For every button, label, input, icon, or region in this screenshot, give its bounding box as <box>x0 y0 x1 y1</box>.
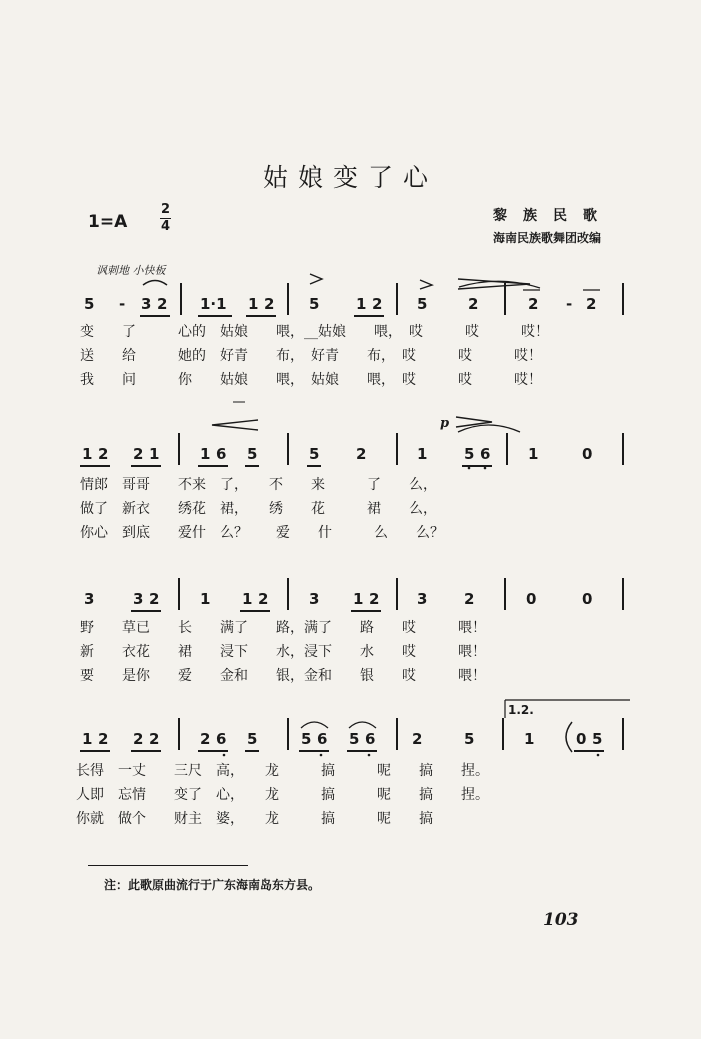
footnote: 注：此歌原曲流行于广东海南岛东方县。 <box>104 878 321 892</box>
lyric-line: 送 给 她的 好青 布， 好青 布， 哎 哎 哎！ <box>80 348 542 364</box>
note: 2 <box>412 730 423 748</box>
note: 1 <box>200 445 211 463</box>
lyric-line: 要 是你 爱 金和 银，金和 银 哎 喂！ <box>80 668 486 684</box>
note: 2 <box>369 590 380 608</box>
note: 6 <box>216 730 227 748</box>
note: 5 <box>309 445 320 463</box>
lyric-line: 你就 做个 财主 婆， 龙 搞 呢 搞 <box>76 811 433 827</box>
tempo-marking: 讽刺地 小快板 <box>96 264 166 277</box>
lyric-line: 你心 到底 爱什 么？ 爱 什 么 么？ <box>80 525 444 541</box>
note: 2 <box>149 730 160 748</box>
lyric-line: 情郎 哥哥 不来 了， 不 来 了 么， <box>80 477 437 493</box>
note: 2 <box>157 295 168 313</box>
lyric-line: 变 了 心的 姑娘 喂，__姑娘 喂， 哎 哎 哎！ <box>80 324 549 340</box>
meter-top: 2 <box>160 202 171 217</box>
note: 1 <box>200 590 211 608</box>
note: 6 <box>365 730 376 748</box>
meter-bottom: 4 <box>160 219 171 234</box>
note: 1·1 <box>200 295 227 313</box>
note: 1 <box>248 295 259 313</box>
lyric-line: 野 草已 长 满了 路，满了 路 哎 喂！ <box>80 620 486 636</box>
note: 0 <box>582 590 593 608</box>
note: 2 <box>528 295 539 313</box>
note: 6 <box>480 445 491 463</box>
note: 6 <box>317 730 328 748</box>
note: 2 <box>356 445 367 463</box>
credit-arranger: 海南民族歌舞团改编 <box>493 231 602 245</box>
note: 2 <box>98 445 109 463</box>
note: 2 <box>468 295 479 313</box>
volta-bracket-label: 1.2. <box>508 703 534 717</box>
note: 5 <box>417 295 428 313</box>
note: 1 <box>82 730 93 748</box>
note: 1 <box>353 590 364 608</box>
note: 0 <box>582 445 593 463</box>
credit-origin: 黎族民歌 <box>493 208 613 224</box>
note: 3 <box>84 590 95 608</box>
note: 5 <box>464 730 475 748</box>
note: 2 <box>372 295 383 313</box>
lyric-line: 新 衣花 裙 浸下 水，浸下 水 哎 喂！ <box>80 644 486 660</box>
note: 5 <box>247 445 258 463</box>
note: 3 <box>309 590 320 608</box>
note: 0 <box>576 730 587 748</box>
dynamic-marking: p <box>440 416 450 431</box>
lyric-line: 长得 一丈 三尺 高， 龙 搞 呢 搞 捏。 <box>76 763 489 779</box>
note: 2 <box>149 590 160 608</box>
lyric-line: 我 问 你 姑娘 喂， 姑娘 喂， 哎 哎 哎！ <box>80 372 542 388</box>
note: 2 <box>133 730 144 748</box>
note: 1 <box>417 445 428 463</box>
note: - <box>119 295 126 313</box>
note: 6 <box>216 445 227 463</box>
song-title: 姑娘变了心 <box>262 163 438 192</box>
note: 5 <box>309 295 320 313</box>
footnote-divider <box>88 865 248 866</box>
note: 2 <box>98 730 109 748</box>
note: 1 <box>149 445 160 463</box>
note: 1 <box>242 590 253 608</box>
note: 2 <box>264 295 275 313</box>
key-signature: 1=A <box>88 212 128 232</box>
note: 2 <box>258 590 269 608</box>
note: 0 <box>526 590 537 608</box>
note: 5 <box>247 730 258 748</box>
note: 2 <box>464 590 475 608</box>
note: - <box>566 295 573 313</box>
note: 5 <box>592 730 603 748</box>
note: 5 <box>464 445 475 463</box>
note: 5 <box>84 295 95 313</box>
page-number: 103 <box>543 910 579 930</box>
note: 3 <box>141 295 152 313</box>
note: 3 <box>417 590 428 608</box>
note: 5 <box>301 730 312 748</box>
note: 1 <box>356 295 367 313</box>
note: 1 <box>82 445 93 463</box>
note: 5 <box>349 730 360 748</box>
note: 2 <box>133 445 144 463</box>
note: 1 <box>524 730 535 748</box>
note: 1 <box>528 445 539 463</box>
note: 3 <box>133 590 144 608</box>
note: 2 <box>200 730 211 748</box>
lyric-line: 做了 新衣 绣花 裙， 绣 花 裙 么， <box>80 501 437 517</box>
lyric-line: 人即 忘情 变了 心， 龙 搞 呢 搞 捏。 <box>76 787 489 803</box>
note: 2 <box>586 295 597 313</box>
